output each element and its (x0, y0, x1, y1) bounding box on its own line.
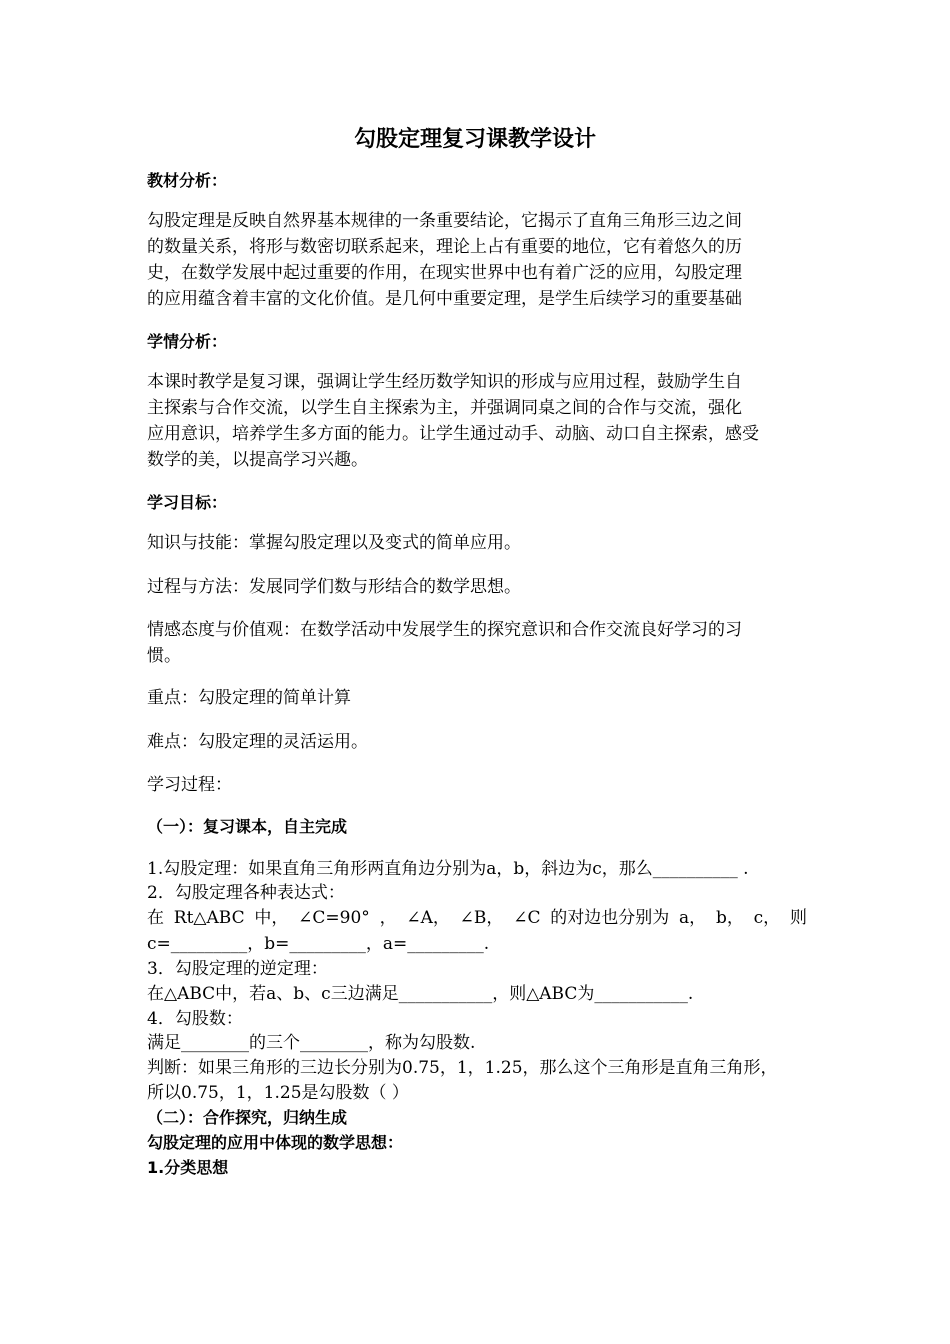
document-title: 勾股定理复习课教学设计 (353, 127, 596, 152)
paragraph-line: 主探索与合作交流，以学生自主探索为主，并强调同桌之间的合作与交流，强化 (147, 398, 742, 418)
paragraph-line: 本课时教学是复习课，强调让学生经历数学知识的形成与应用过程，鼓励学生自 (147, 372, 742, 392)
word: 中， (254, 908, 289, 928)
paragraph-line: 的应用蕴含着丰富的文化价值。是几何中重要定理，是学生后续学习的重要基础 (147, 289, 742, 309)
judgement-line1: 判断：如果三角形的三边长分别为0.75，1，1.25，那么这个三角形是直角三角形， (147, 1058, 778, 1078)
learning-process-label: 学习过程： (147, 775, 232, 795)
word: ∠A， (406, 908, 450, 928)
goal-attitude-line1: 情感态度与价值观：在数学活动中发展学生的探究意识和合作交流良好学习的习 (147, 620, 742, 640)
section-heading-learning-goals: 学习目标： (147, 493, 228, 512)
word: 则 (789, 908, 807, 928)
part-two-heading: （二）：合作探究，归纳生成 (147, 1108, 348, 1127)
goal-process: 过程与方法：发展同学们数与形结合的数学思想。 (147, 577, 521, 597)
goal-attitude-line2: 惯。 (147, 646, 181, 666)
paragraph-line: 史，在数学发展中起过重要的作用，在现实世界中也有着广泛的应用，勾股定理 (147, 263, 742, 283)
section-heading-student-analysis: 学情分析： (147, 332, 228, 351)
question-3: 3．勾股定理的逆定理： (147, 959, 328, 979)
part-two-item-1: 1.分类思想 (147, 1158, 229, 1177)
word: a， (679, 908, 707, 928)
question-2: 2．勾股定理各种表达式： (147, 883, 345, 903)
word: ， (379, 908, 397, 928)
question-2-statement (147, 908, 807, 928)
key-point: 重点：勾股定理的简单计算 (147, 688, 351, 708)
part-two-subheading: 勾股定理的应用中体现的数学思想： (147, 1133, 404, 1152)
paragraph-line: 数学的美，以提高学习兴趣。 (147, 450, 368, 470)
goal-knowledge: 知识与技能：掌握勾股定理以及变式的简单应用。 (147, 533, 521, 553)
difficulty-point: 难点：勾股定理的灵活运用。 (147, 732, 368, 752)
word: 的对边也分别为 (550, 908, 670, 928)
question-1: 1.勾股定理：如果直角三角形两直角边分别为a，b，斜边为c，那么__________ . (147, 859, 749, 879)
paragraph-line: 勾股定理是反映自然界基本规律的一条重要结论，它揭示了直角三角形三边之间 (147, 211, 742, 231)
word: ∠B， (459, 908, 504, 928)
word: c， (753, 908, 781, 928)
question-2-blanks: c=_________，b=_________，a=_________. (147, 934, 490, 954)
question-4-statement: 满足________的三个________，称为勾股数. (147, 1033, 476, 1053)
question-3-statement: 在△ABC中，若a、b、c三边满足___________，则△ABC为___________. (147, 984, 694, 1004)
paragraph-line: 应用意识，培养学生多方面的能力。让学生通过动手、动脑、动口自主探索，感受 (147, 424, 759, 444)
word: ∠C=90° (298, 908, 370, 928)
part-one-heading: （一）：复习课本，自主完成 (147, 817, 348, 836)
paragraph-line: 的数量关系，将形与数密切联系起来，理论上占有重要的地位，它有着悠久的历 (147, 237, 742, 257)
word: ∠C (513, 908, 541, 928)
word: 在 (147, 908, 164, 928)
judgement-line2: 所以0.75，1，1.25是勾股数（ ） (147, 1083, 409, 1103)
question-4: 4．勾股数： (147, 1009, 243, 1029)
word: Rt△ABC (173, 908, 245, 928)
word: b， (715, 908, 744, 928)
section-heading-textbook-analysis: 教材分析： (147, 171, 228, 190)
